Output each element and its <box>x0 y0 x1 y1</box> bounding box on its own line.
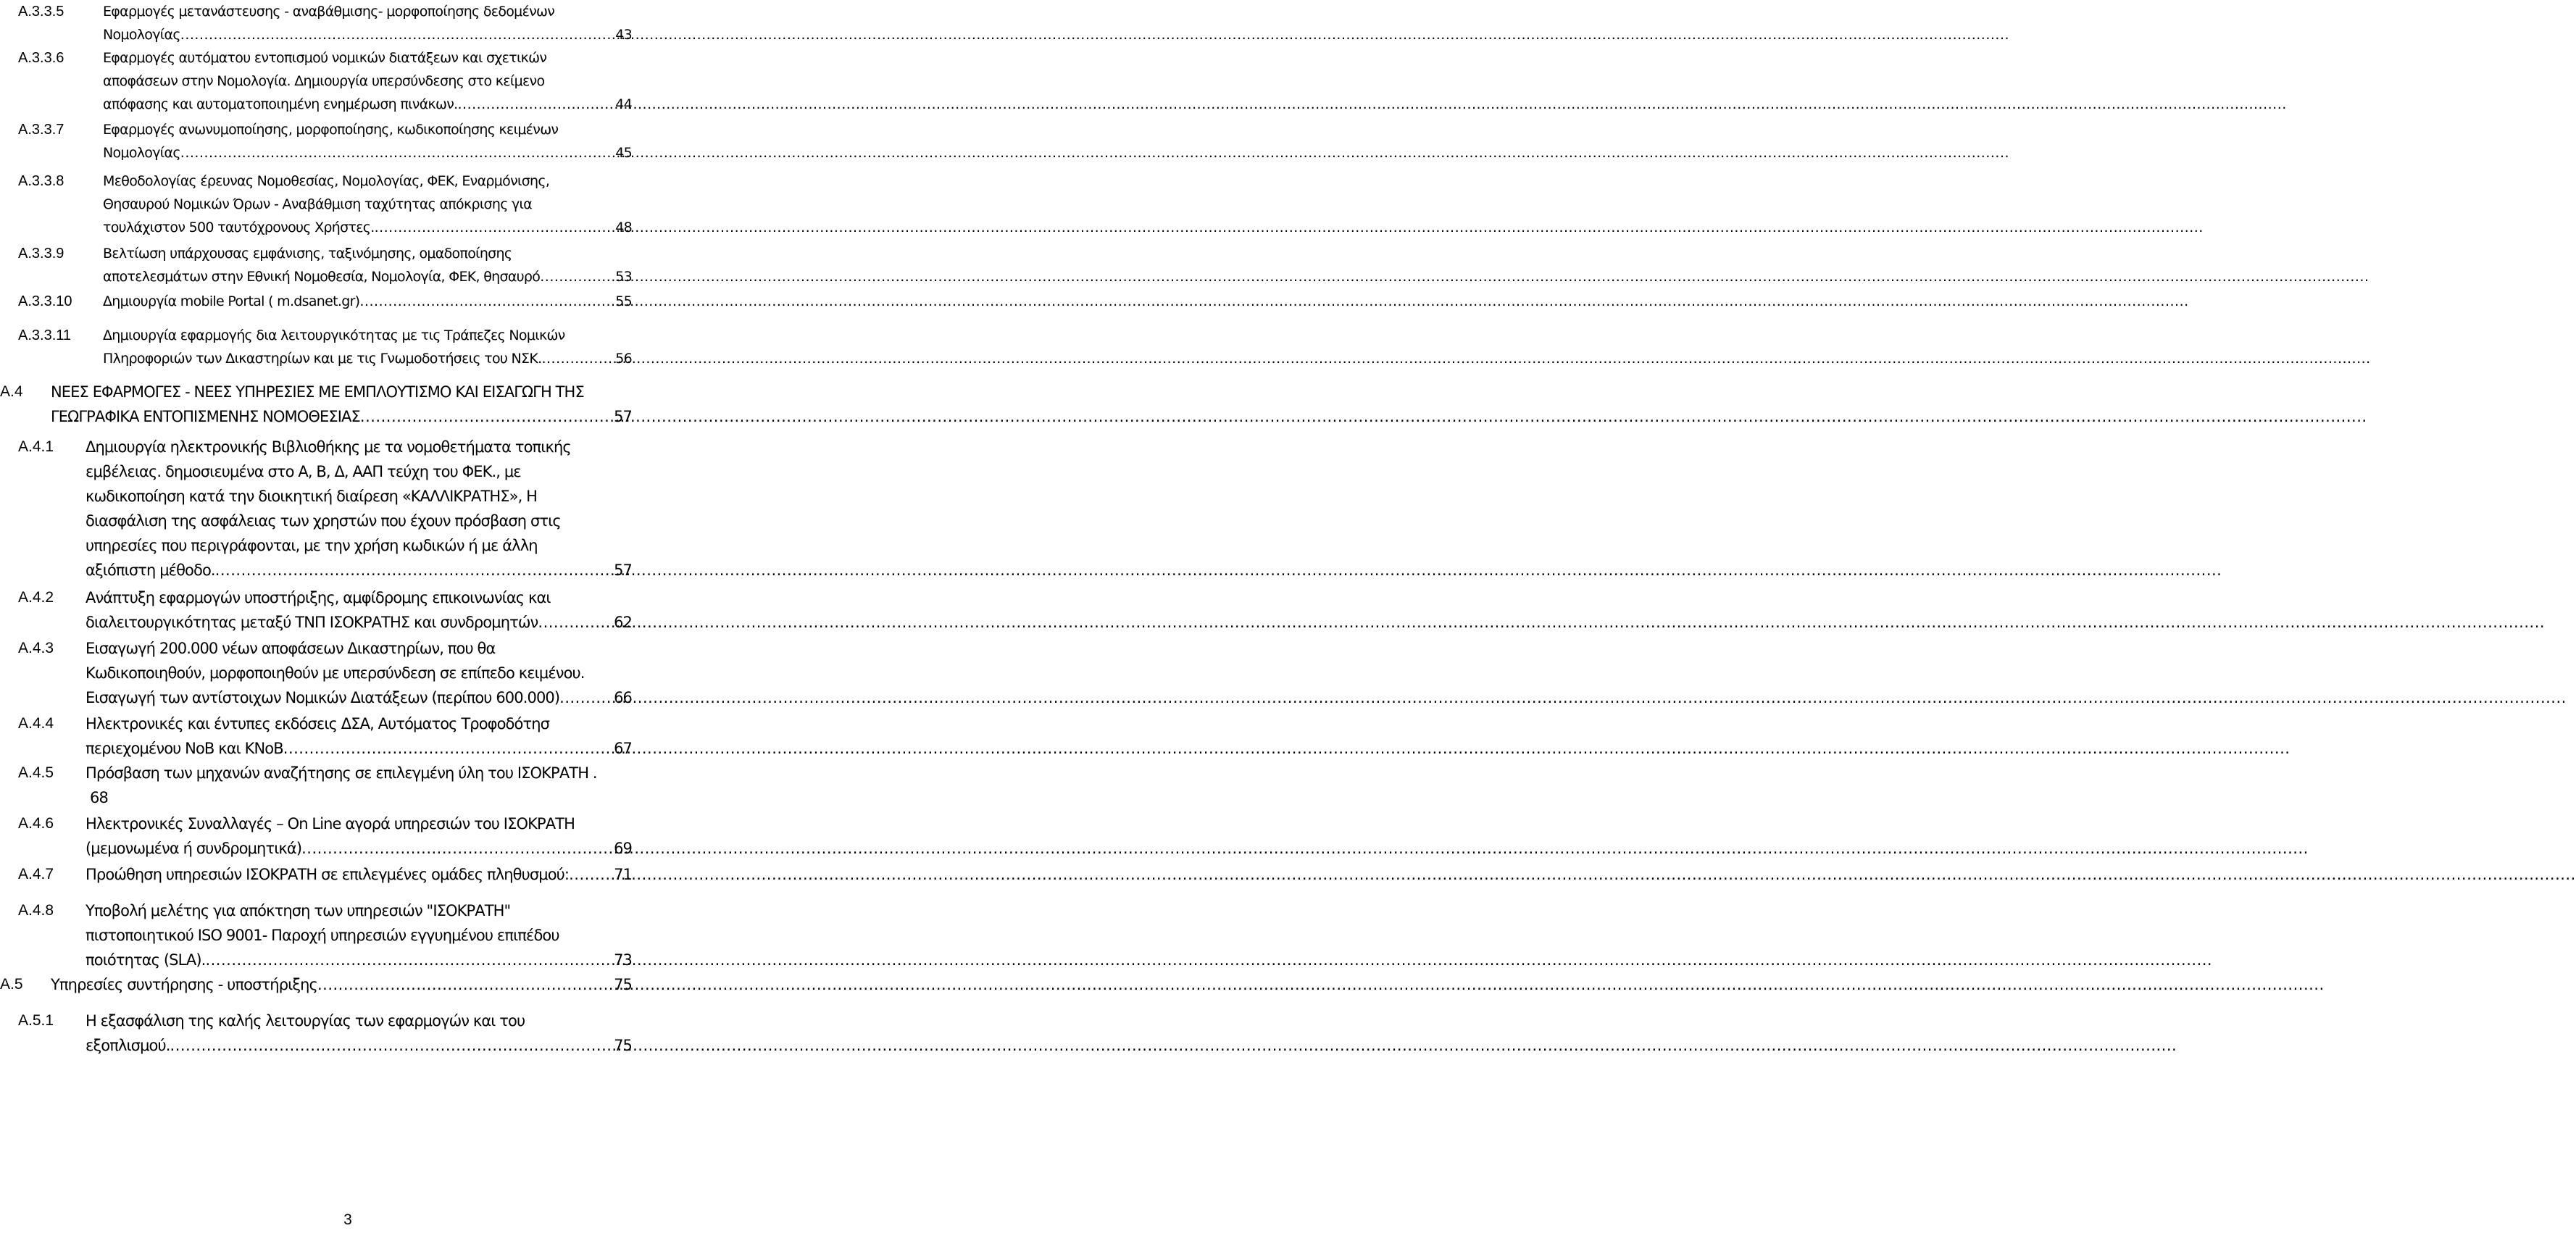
toc-entry-number: A.3.3.6 <box>18 50 64 66</box>
toc-entry-number: A.3.3.7 <box>18 122 64 138</box>
page-number: 3 <box>343 1211 352 1228</box>
toc-entry-text-line: κωδικοποίηση κατά την διοικητική διαίρεση «ΚΑΛΛΙΚΡΑΤΗΣ», Η <box>86 488 538 505</box>
toc-entry-text-line: Κωδικοποιηθούν, μορφοποιηθούν με υπερσύνδεση σε επίπεδο κειμένου. <box>86 664 585 682</box>
dot-leader <box>559 685 612 710</box>
toc-entry-number: A.3.3.5 <box>18 4 64 20</box>
toc-entry-number: A.4.6 <box>18 815 54 832</box>
toc-entry-number: A.4.3 <box>18 640 54 656</box>
toc-entry-page: 68 <box>90 789 108 806</box>
toc-entry-text-line: Εισαγωγή 200.000 νέων αποφάσεων Δικαστηρίων, που θα <box>86 640 496 657</box>
toc-entry-page: 67 <box>614 740 632 757</box>
toc-entry-page: 71 <box>614 866 632 883</box>
toc-entry-number: A.3.3.10 <box>18 293 72 309</box>
dot-leader <box>170 1033 613 1058</box>
toc-entry-text-line: (μεμονωμένα ή συνδρομητικά) <box>86 840 302 857</box>
toc-entry-text-line: ποιότητας (SLA). <box>86 951 206 969</box>
toc-entry-page: 69 <box>614 840 632 857</box>
toc-entry-number: A.5.1 <box>18 1012 54 1029</box>
dot-leader <box>205 948 612 972</box>
toc-entry-text-line: αξιόπιστη μέθοδο. <box>86 562 215 579</box>
toc-entry-text-line: Μεθοδολογίας έρευνας Νομοθεσίας, Νομολογίας, ΦΕΚ, Εναρμόνισης, <box>103 173 550 189</box>
toc-entry-text-line: αποφάσεων στην Νομολογία. Δημιουργία υπερσύνδεσης στο κείμενο <box>103 73 545 89</box>
toc-entry-number: A.4 <box>0 383 23 400</box>
toc-entry-text-line: εμβέλειας. δημοσιευμένα στο Α, Β, Δ, ΑΑΠ τεύχη του ΦΕΚ., με <box>86 463 521 480</box>
toc-entry-page: 43 <box>615 27 632 43</box>
toc-entry-text-line: Νομολογίας <box>103 145 180 161</box>
toc-entry-page: 45 <box>615 145 632 161</box>
toc-entry-text-line: Θησαυρού Νομικών Όρων - Αναβάθμιση ταχύτητας απόκρισης για <box>103 196 533 212</box>
dot-leader <box>569 862 612 887</box>
toc-entry-text-line: Εισαγωγή των αντίστοιχων Νομικών Διατάξεων (περίπου 600.000) <box>86 689 560 706</box>
toc-entry-page: 53 <box>615 269 632 285</box>
toc-entry-text-line: Νομολογίας <box>103 27 180 43</box>
toc-entry-number: A.3.3.8 <box>18 173 64 189</box>
dot-leader <box>541 347 614 370</box>
toc-entry-text-line: Υποβολή μελέτης για απόκτηση των υπηρεσιών "ΙΣΟΚΡΑΤΗ" <box>86 902 511 919</box>
toc-entry-text-line: Ηλεκτρονικές Συναλλαγές – On Line αγορά υπηρεσιών του ΙΣΟΚΡΑΤΗ <box>86 815 575 832</box>
toc-entry-page: 56 <box>615 351 632 367</box>
document-page <box>0 0 696 1244</box>
toc-entry-page: 48 <box>615 220 632 235</box>
dot-leader <box>317 972 612 997</box>
toc-entry-text-line: διαλειτουργικότητας μεταξύ ΤΝΠ ΙΣΟΚΡΑΤΗΣ και συνδρομητών <box>86 614 538 631</box>
toc-entry-page: 62 <box>614 614 632 631</box>
toc-entry-page: 75 <box>614 976 632 993</box>
toc-entry-number: A.4.1 <box>18 438 54 455</box>
toc-entry-number: A.5 <box>0 976 23 993</box>
toc-entry-text-line: Εφαρμογές αυτόματου εντοπισμού νομικών διατάξεων και σχετικών <box>103 50 547 66</box>
toc-entry-text-line: διασφάλιση της ασφάλειας των χρηστών που έχουν πρόσβαση στις <box>86 512 561 530</box>
dot-leader <box>359 290 614 313</box>
toc-entry-text-line: περιεχομένου ΝοΒ και ΚΝοΒ <box>86 740 283 757</box>
toc-entry-page: 44 <box>615 96 632 112</box>
dot-leader <box>540 265 614 288</box>
dot-leader <box>180 23 614 46</box>
toc-entry-number: A.4.2 <box>18 589 54 606</box>
toc-entry-text-line: Προώθηση υπηρεσιών ΙΣΟΚΡΑΤΗ σε επιλεγμένες ομάδες πληθυσμού: <box>86 866 570 883</box>
toc-entry-text-line: Δημιουργία ηλεκτρονικής Βιβλιοθήκης με τα νομοθετήματα τοπικής <box>86 438 571 456</box>
toc-entry-text-line: εξοπλισμού. <box>86 1037 170 1054</box>
dot-leader <box>375 216 614 239</box>
toc-entry-text-line: Πληροφοριών των Δικαστηρίων και με τις Γνωμοδοτήσεις του ΝΣΚ. <box>103 351 542 367</box>
dot-leader <box>283 736 612 761</box>
toc-entry-text-line: υπηρεσίες που περιγράφονται, με την χρήση κωδικών ή με άλλη <box>86 537 538 554</box>
toc-entry-text-line: πιστοποιητικού ISO 9001- Παροχή υπηρεσιών εγγυημένου επιπέδου <box>86 927 559 944</box>
toc-entry-text-line: τουλάχιστον 500 ταυτόχρονους Χρήστες. <box>103 220 375 235</box>
dot-leader <box>458 93 614 116</box>
toc-entry-page: 55 <box>615 293 632 309</box>
dot-leader <box>360 404 612 429</box>
toc-entry-text-line: Ανάπτυξη εφαρμογών υποστήριξης, αμφίδρομης επικοινωνίας και <box>86 589 551 606</box>
toc-entry-text-line: ΓΕΩΓΡΑΦΙΚΑ ΕΝΤΟΠΙΣΜΕΝΗΣ ΝΟΜΟΘΕΣΙΑΣ <box>51 408 360 425</box>
toc-entry-text-line: Ηλεκτρονικές και έντυπες εκδόσεις ΔΣΑ, Αυτόματος Τροφοδότησ <box>86 715 550 732</box>
dot-leader <box>538 610 612 635</box>
toc-entry-text-line: Δημιουργία εφαρμογής δια λειτουργικότητας με τις Τράπεζες Νομικών <box>103 327 565 343</box>
toc-entry-number: A.4.5 <box>18 764 54 781</box>
toc-entry-text-line: Δημιουργία mobile Portal ( m.dsanet.gr) <box>103 293 360 309</box>
toc-entry-page: 73 <box>614 951 632 969</box>
toc-entry-text-line: Εφαρμογές ανωνυμοποίησης, μορφοποίησης, κωδικοποίησης κειμένων <box>103 122 559 138</box>
toc-entry-page: 75 <box>614 1037 632 1054</box>
toc-entry-text-line: Βελτίωση υπάρχουσας εμφάνισης, ταξινόμησης, ομαδοποίησης <box>103 246 512 262</box>
toc-entry-number: A.4.7 <box>18 866 54 882</box>
toc-entry-number: A.3.3.11 <box>18 327 72 343</box>
toc-entry-number: A.4.8 <box>18 902 54 919</box>
dot-leader <box>215 558 612 583</box>
toc-entry-number: A.3.3.9 <box>18 246 64 262</box>
toc-entry-text-line: Πρόσβαση των μηχανών αναζήτησης σε επιλεγμένη ύλη του ΙΣΟΚΡΑΤΗ . <box>86 764 597 782</box>
toc-entry-page: 57 <box>614 408 632 425</box>
toc-entry-text-line: Υπηρεσίες συντήρησης - υποστήριξης <box>51 976 317 993</box>
toc-entry-text-line: Εφαρμογές μετανάστευσης - αναβάθμισης- μορφοποίησης δεδομένων <box>103 4 555 20</box>
dot-leader <box>180 141 614 164</box>
toc-entry-page: 66 <box>614 689 632 706</box>
dot-leader <box>301 836 612 861</box>
toc-entry-text-line: απόφασης και αυτοματοποιημένη ενημέρωση πινάκων. <box>103 96 458 112</box>
toc-entry-page: 57 <box>614 562 632 579</box>
toc-entry-text-line: Η εξασφάλιση της καλής λειτουργίας των εφαρμογών και του <box>86 1012 525 1030</box>
toc-entry-text-line: αποτελεσμάτων στην Εθνική Νομοθεσία, Νομολογία, ΦΕΚ, θησαυρό <box>103 269 541 285</box>
toc-entry-text-line: ΝΕΕΣ ΕΦΑΡΜΟΓΕΣ - ΝΕΕΣ ΥΠΗΡΕΣΙΕΣ ΜΕ ΕΜΠΛΟΥΤΙΣΜΟ ΚΑΙ ΕΙΣΑΓΩΓΗ ΤΗΣ <box>51 383 584 401</box>
toc-entry-number: A.4.4 <box>18 715 54 732</box>
